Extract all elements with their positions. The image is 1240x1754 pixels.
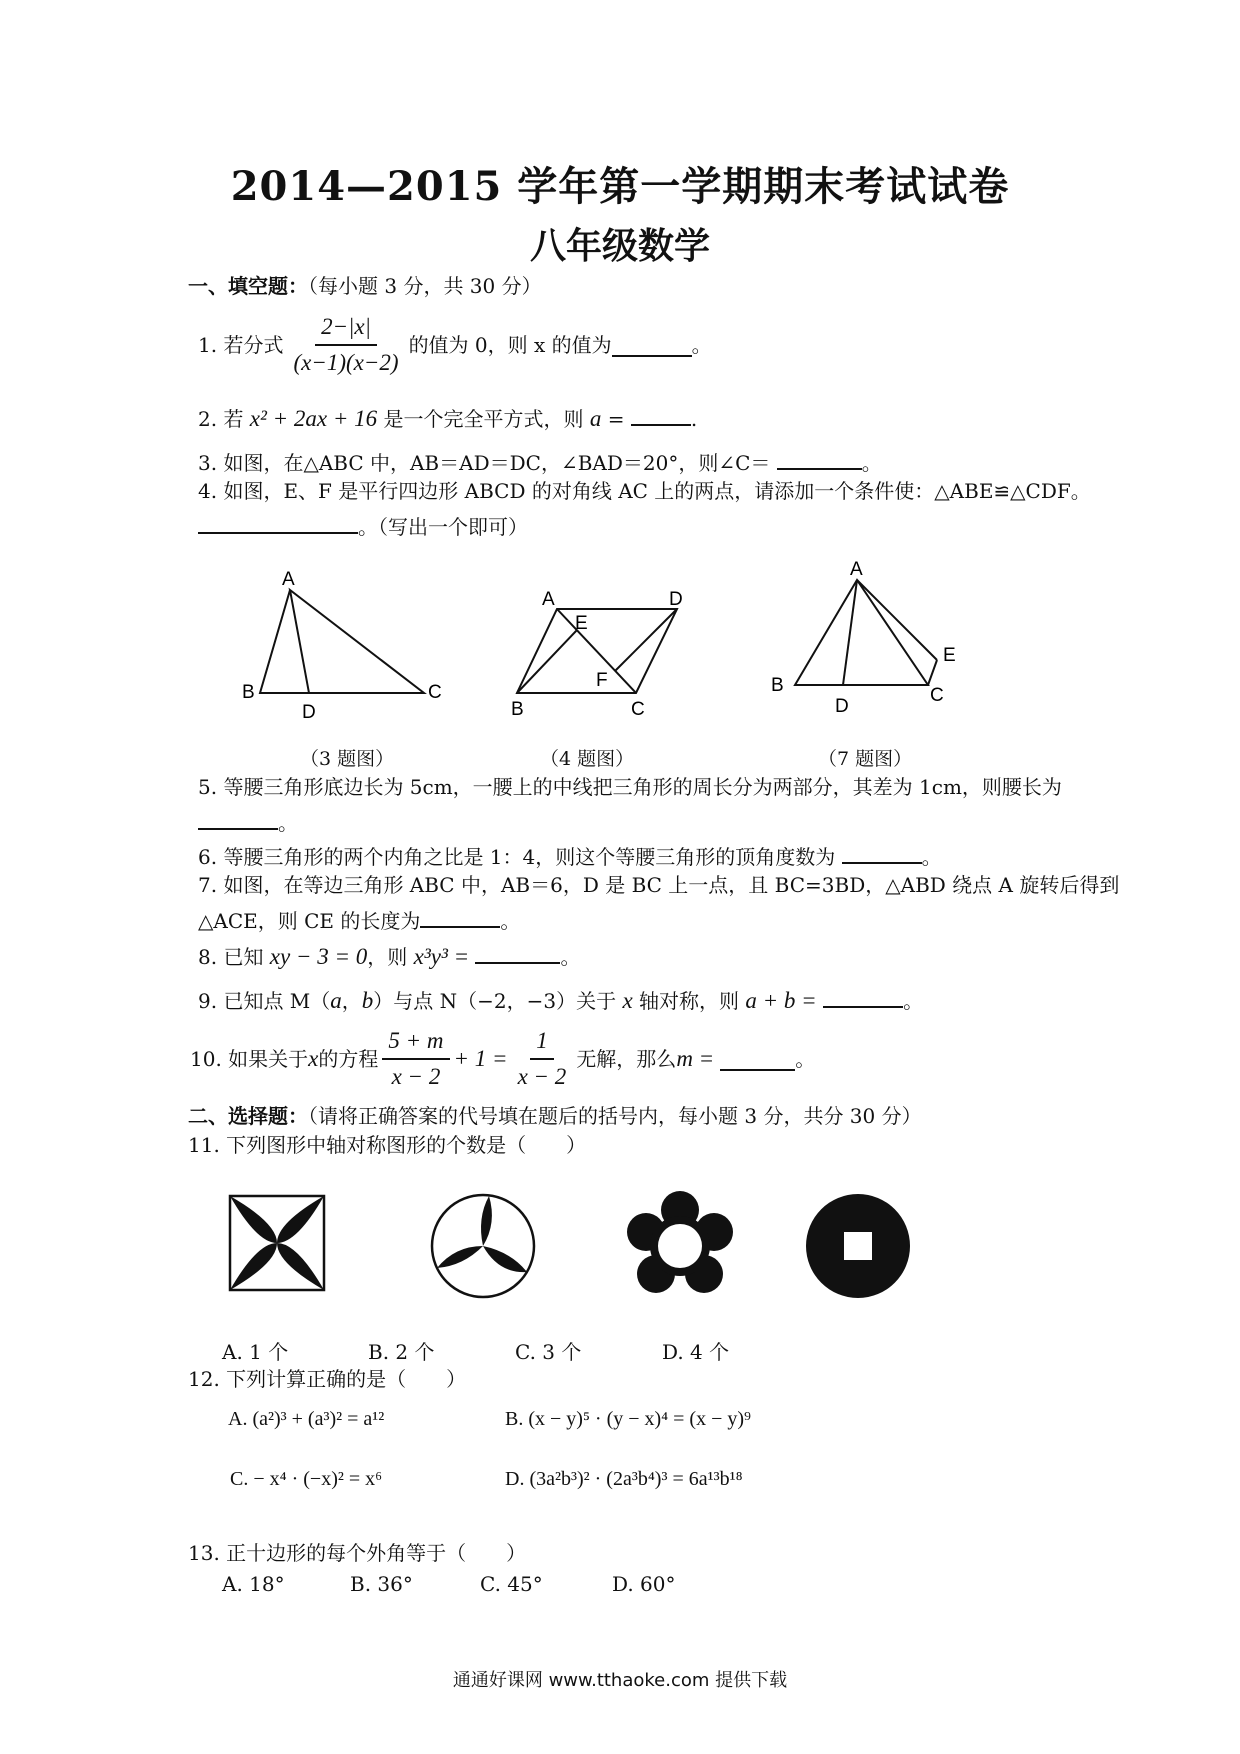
q8-end: 。 xyxy=(560,945,581,969)
q1-answer-blank[interactable] xyxy=(612,333,692,357)
q9-prefix: 9. 已知点 M（ xyxy=(198,989,331,1013)
fig3-label-b: B xyxy=(242,682,255,703)
q3-text: 3. 如图，在△ABC 中，AB＝AD＝DC，∠BAD＝20°，则∠C＝ xyxy=(198,451,771,475)
section-1-note: （每小题 3 分，共 30 分） xyxy=(308,274,542,298)
fig7-label-a: A xyxy=(850,559,863,580)
exam-subtitle: 八年级数学 xyxy=(529,225,710,267)
q2-variable: a xyxy=(589,406,602,431)
q10-denominator-1: x − 2 xyxy=(391,1063,441,1089)
q1-numerator: 2−|x| xyxy=(315,312,377,346)
q7-line-1: 7. 如图，在等边三角形 ABC 中，AB＝6，D 是 BC 上一点，且 BC=3BD，△ABD 绕点 A 旋转后得到 xyxy=(198,873,1120,897)
exam-title: 2014—2015 学年第一学期期末考试试卷 xyxy=(230,163,1010,210)
q10-prefix: 10. 如果关于 xyxy=(190,1046,309,1071)
q10-middle: 的方程 xyxy=(318,1046,379,1071)
question-10 xyxy=(190,1026,815,1092)
q10-postfix: 无解，那么 xyxy=(576,1046,677,1071)
question-6 xyxy=(198,840,942,870)
q7-line-2: △ACE，则 CE 的长度为 xyxy=(198,909,421,933)
fig7-caption: （7 题图） xyxy=(818,748,913,770)
fig7-label-c: C xyxy=(930,685,944,706)
section-1-label: 一、填空题： xyxy=(188,274,308,298)
fig3-caption: （3 题图） xyxy=(300,748,395,770)
question-11: 11. 下列图形中轴对称图形的个数是（ ） xyxy=(188,1133,587,1157)
q1-postfix: 的值为 0，则 x 的值为 xyxy=(408,332,612,357)
question-4 xyxy=(198,478,1091,540)
question-8 xyxy=(198,940,580,972)
fig4-label-e: E xyxy=(575,613,588,634)
q9-middle-2: 轴对称，则 xyxy=(632,989,746,1013)
fig4-label-f: F xyxy=(596,670,608,691)
fig4-label-a: A xyxy=(542,589,555,610)
footer-download-note: 通通好课网 www.tthaoke.com 提供下载 xyxy=(452,1670,788,1691)
q11-option-a[interactable]: A. 1 个 xyxy=(222,1340,289,1364)
q10-fraction-2 xyxy=(512,1026,573,1092)
fig4-caption: （4 题图） xyxy=(540,748,635,770)
q1-fraction xyxy=(287,312,404,378)
section-2-note: （请将正确答案的代号填在题后的括号内，每小题 3 分，共分 30 分） xyxy=(308,1104,922,1128)
q10-x: x xyxy=(308,1045,319,1071)
q2-expression: x² + 2ax + 16 xyxy=(249,406,378,431)
q5-end: 。 xyxy=(278,811,298,835)
fig4-label-d: D xyxy=(669,589,683,610)
q9-expression: a + b = xyxy=(745,988,817,1013)
section-2-heading xyxy=(188,1100,922,1129)
fig3-label-d: D xyxy=(302,702,316,723)
q11-option-c[interactable]: C. 3 个 xyxy=(515,1340,582,1364)
q11-option-d[interactable]: D. 4 个 xyxy=(662,1340,730,1364)
figure-7-equilateral xyxy=(765,555,975,725)
q4-line-1: 4. 如图，E、F 是平行四边形 ABCD 的对角线 AC 上的两点，请添加一个条件使：△ABE≌△CDF。 xyxy=(198,479,1091,503)
q13-option-a[interactable]: A. 18° xyxy=(222,1572,285,1596)
figure-4-parallelogram xyxy=(505,583,705,723)
q9-end: 。 xyxy=(903,989,924,1013)
q9-b: b xyxy=(361,988,374,1013)
figure-3-triangle xyxy=(240,568,450,728)
q10-fraction-1 xyxy=(382,1026,449,1092)
q6-text: 6. 等腰三角形的两个内角之比是 1：4，则这个等腰三角形的顶角度数为 xyxy=(198,845,836,869)
q8-answer-blank[interactable] xyxy=(475,940,560,964)
q7-end: 。 xyxy=(500,909,521,933)
q2-end: . xyxy=(690,407,698,431)
q1-prefix: 1. 若分式 xyxy=(198,332,284,357)
shape-square-petals-icon xyxy=(222,1188,332,1298)
q4-answer-blank[interactable] xyxy=(198,510,358,534)
section-2-label: 二、选择题： xyxy=(188,1104,308,1128)
q10-end: 。 xyxy=(795,1046,816,1071)
fig7-label-b: B xyxy=(771,675,784,696)
q2-answer-blank[interactable] xyxy=(631,402,691,426)
question-7 xyxy=(198,872,1119,934)
fig3-label-c: C xyxy=(428,682,442,703)
q4-line-2: 。（写出一个即可） xyxy=(358,515,528,539)
q11-option-b[interactable]: B. 2 个 xyxy=(368,1340,435,1364)
fig3-label-a: A xyxy=(282,569,295,590)
q13-option-c[interactable]: C. 45° xyxy=(480,1572,543,1596)
q3-answer-blank[interactable] xyxy=(777,446,862,470)
q1-end: 。 xyxy=(691,332,712,357)
q10-plus: + 1 = xyxy=(453,1045,508,1071)
question-9 xyxy=(198,984,923,1016)
question-13: 13. 正十边形的每个外角等于（ ） xyxy=(188,1541,527,1565)
q12-option-a[interactable]: A. (a²)³ + (a³)² = a¹² xyxy=(228,1408,385,1430)
question-3 xyxy=(198,446,882,476)
q8-expression-2: x³y³ = xyxy=(413,944,470,969)
q12-option-c[interactable]: C. − x⁴ · (−x)² = x⁶ xyxy=(230,1468,383,1490)
q13-option-d[interactable]: D. 60° xyxy=(612,1572,676,1596)
q13-option-b[interactable]: B. 36° xyxy=(350,1572,413,1596)
q12-option-b[interactable]: B. (x − y)⁵ · (y − x)⁴ = (x − y)⁹ xyxy=(505,1408,751,1430)
q10-numerator-2: 1 xyxy=(530,1026,554,1060)
shape-circle-propeller-icon xyxy=(425,1188,541,1304)
question-1 xyxy=(198,312,712,378)
fig4-label-b: B xyxy=(511,699,524,720)
q9-middle: ）与点 N（−2，−3）关于 xyxy=(373,989,623,1013)
q2-middle: 是一个完全平方式，则 xyxy=(377,407,590,431)
q5-answer-blank[interactable] xyxy=(198,806,278,830)
question-5 xyxy=(198,774,1062,836)
q9-x: x xyxy=(622,988,633,1013)
fig4-label-c: C xyxy=(631,699,645,720)
q8-prefix: 8. 已知 xyxy=(198,945,270,969)
question-12: 12. 下列计算正确的是（ ） xyxy=(188,1367,467,1391)
shape-coin-square-hole-icon xyxy=(802,1190,914,1302)
q5-line-1: 5. 等腰三角形底边长为 5cm，一腰上的中线把三角形的周长分为两部分，其差为 1cm，则腰长为 xyxy=(198,775,1062,799)
q6-answer-blank[interactable] xyxy=(842,840,922,864)
q9-answer-blank[interactable] xyxy=(823,984,903,1008)
q9-a: a xyxy=(330,988,342,1013)
q8-middle: ，则 xyxy=(367,945,414,969)
q10-numerator-1: 5 + m xyxy=(382,1026,449,1060)
question-2 xyxy=(198,402,697,434)
fig7-label-d: D xyxy=(835,696,849,717)
section-1-heading xyxy=(188,270,542,299)
q10-answer-blank[interactable] xyxy=(720,1047,795,1071)
q8-expression: xy − 3 = 0 xyxy=(269,944,368,969)
q2-prefix: 2. 若 xyxy=(198,407,250,431)
q6-end: 。 xyxy=(921,845,942,869)
q3-end: 。 xyxy=(861,451,882,475)
q1-denominator: (x−1)(x−2) xyxy=(293,349,399,375)
q12-option-d[interactable]: D. (3a²b³)² · (2a³b⁴)³ = 6a¹³b¹⁸ xyxy=(505,1468,743,1490)
q2-equals: = xyxy=(601,407,625,431)
q9-sep: ， xyxy=(341,989,362,1013)
q7-answer-blank[interactable] xyxy=(420,904,500,928)
shape-flower-icon xyxy=(620,1186,740,1306)
fig7-label-e: E xyxy=(943,645,956,666)
q10-denominator-2: x − 2 xyxy=(517,1063,567,1089)
q10-m: m = xyxy=(676,1045,715,1071)
